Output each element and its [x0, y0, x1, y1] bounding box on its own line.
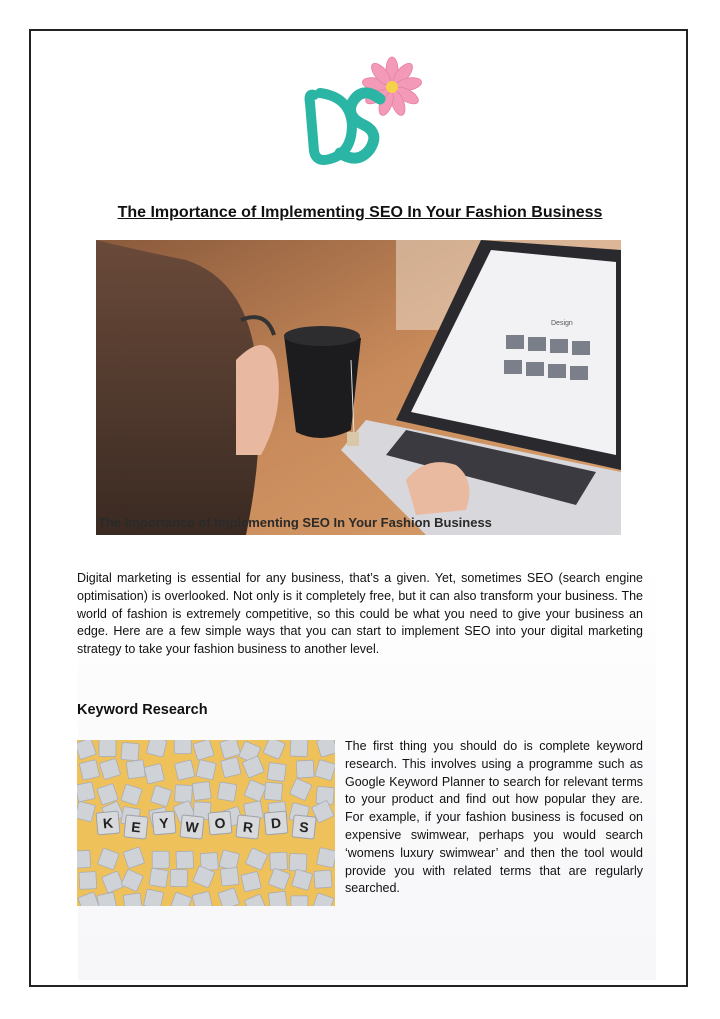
blank-tile	[121, 742, 139, 760]
mug	[284, 331, 361, 438]
blank-tile	[144, 889, 164, 906]
blank-tile	[268, 891, 287, 906]
blank-tile	[126, 760, 145, 779]
keyword-letter-tile	[236, 815, 260, 839]
blank-tile	[221, 757, 242, 778]
blank-tile	[79, 760, 99, 780]
keyword-letter-tile	[208, 811, 232, 835]
document-title: The Importance of Implementing SEO In Your Fashion Business	[117, 204, 603, 221]
keyword-letter-tile	[152, 811, 176, 835]
svg-text:Design: Design	[551, 320, 573, 327]
blank-tile	[77, 782, 95, 802]
keyword-letter-tile	[292, 815, 316, 839]
keyword-letter-tile	[96, 811, 120, 835]
svg-text:O: O	[213, 814, 227, 832]
blank-tile	[79, 872, 97, 890]
blank-tile	[174, 740, 191, 754]
blank-tile	[290, 740, 308, 757]
blank-tile	[170, 869, 187, 886]
blank-tile	[174, 760, 194, 780]
keywords-tiles-image	[77, 740, 335, 906]
blank-tile	[241, 871, 261, 891]
svg-text:K: K	[102, 814, 114, 832]
blank-tile	[192, 782, 211, 801]
svg-text:E: E	[130, 818, 142, 836]
ds-logo	[300, 55, 425, 175]
blank-tile	[217, 782, 237, 802]
hero-image-caption: The Importance of Implementing SEO In Your Fashion Business	[98, 515, 492, 530]
blank-tile	[176, 851, 194, 869]
blank-tile	[296, 760, 314, 778]
blank-tile	[152, 851, 169, 868]
blank-tile	[264, 782, 282, 800]
svg-text:S: S	[298, 818, 310, 836]
keyword-letter-tile	[180, 815, 204, 839]
blank-tile	[267, 762, 286, 781]
blank-tile	[316, 848, 335, 868]
hero-image	[96, 240, 621, 535]
blank-tile	[99, 740, 116, 757]
blank-tile	[291, 896, 308, 906]
svg-text:R: R	[242, 818, 254, 836]
blank-tile	[270, 852, 288, 870]
keyword-research-body: The first thing you should do is complete keyword research. This involves using a programme such as Google Keyword Planner to search for relevant terms to your product and find out how popular they are. For example, if your fashion business is focused on expensive swimwear, perhaps you would search ‘womens luxury swimwear’ and then the tool would provide you with related terms that are regularly searched.	[345, 739, 643, 896]
keyword-letter-tile	[124, 815, 148, 839]
svg-text:D: D	[270, 814, 282, 832]
intro-paragraph: Digital marketing is essential for any business, that’s a given. Yet, sometimes SEO (search engine optimisation) is overlooked. Not only is it completely free, but it can also transform your business. The world of fashion is extremely competitive, so this could be what you need to give your business an edge. Here are a few simple ways that you can start to implement SEO into your digital marketing strategy to take your fashion business to another level.	[77, 571, 643, 657]
blank-tile	[123, 893, 142, 906]
blank-tile	[196, 760, 216, 780]
blank-tile	[289, 853, 307, 871]
blank-tile	[149, 868, 168, 887]
blank-tile	[314, 870, 332, 888]
flower-icon	[361, 57, 422, 117]
svg-text:W: W	[184, 818, 200, 836]
blank-tile	[220, 867, 239, 886]
blank-tile	[144, 764, 164, 784]
keyword-letter-tile	[264, 811, 288, 835]
logo-letter-d	[310, 93, 353, 160]
section-heading-keyword-research: Keyword Research	[77, 702, 208, 718]
svg-text:Y: Y	[158, 814, 170, 832]
blank-tile	[175, 785, 193, 803]
blank-tile	[77, 850, 91, 868]
